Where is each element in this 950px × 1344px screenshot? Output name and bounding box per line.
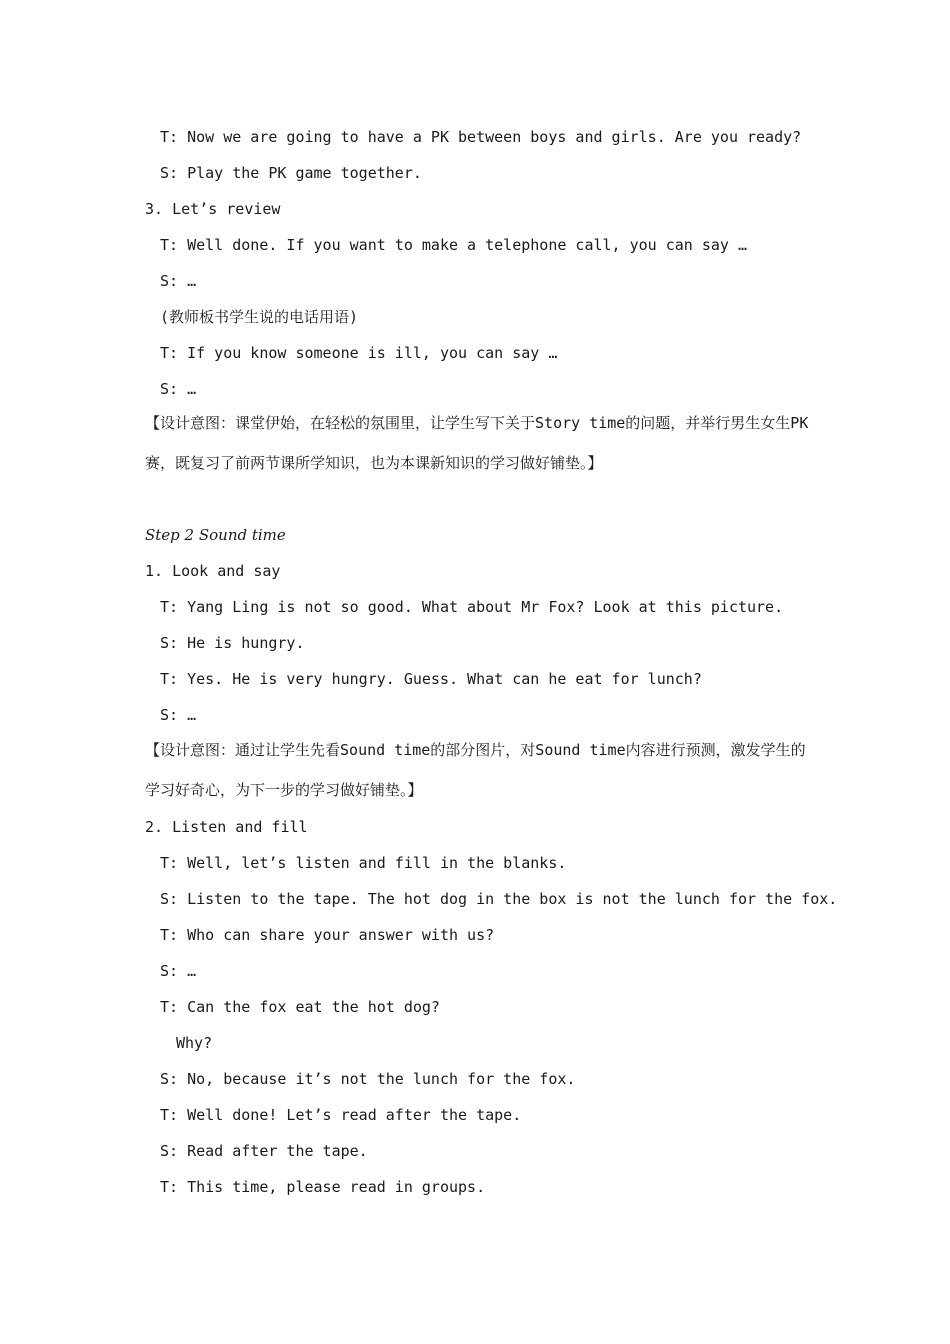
dialogue-line: T: Can the fox eat the hot dog?: [160, 998, 440, 1016]
design-intent-note: 【设计意图：课堂伊始，在轻松的氛围里，让学生写下关于Story time的问题，并举行男生女生PK赛，既复习了前两节课所学知识，也为本课新知识的学习做好铺垫。】: [145, 414, 809, 472]
dialogue-line: T: Well done. If you want to make a telephone call, you can say …: [160, 236, 747, 254]
dialogue-line: S: Play the PK game together.: [160, 164, 422, 182]
dialogue-line: Why?: [176, 1034, 213, 1052]
design-intent-note: 【设计意图：通过让学生先看Sound time的部分图片，对Sound time内容进行预测，激发学生的学习好奇心，为下一步的学习做好铺垫。】: [145, 741, 806, 799]
dialogue-line: S: …: [160, 272, 197, 290]
section-title: 3. Let’s review: [145, 200, 281, 218]
section-title: 1. Look and say: [145, 562, 281, 580]
dialogue-line: T: If you know someone is ill, you can say …: [160, 344, 558, 362]
dialogue-line: S: …: [160, 962, 197, 980]
dialogue-line: T: Who can share your answer with us?: [160, 926, 495, 944]
dialogue-line: T: Yes. He is very hungry. Guess. What can he eat for lunch?: [160, 670, 702, 688]
dialogue-line: T: Well done! Let’s read after the tape.: [160, 1106, 522, 1124]
dialogue-line: S: Listen to the tape. The hot dog in the box is not the lunch for the fox.: [160, 890, 838, 908]
dialogue-line: S: Read after the tape.: [160, 1142, 368, 1160]
dialogue-line: S: …: [160, 706, 197, 724]
step-heading: Step 2 Sound time: [145, 526, 286, 544]
dialogue-line: T: Yang Ling is not so good. What about Mr Fox? Look at this picture.: [160, 598, 784, 616]
dialogue-line: S: He is hungry.: [160, 634, 305, 652]
section-title: 2. Listen and fill: [145, 818, 308, 836]
dialogue-line: T: This time, please read in groups.: [160, 1178, 486, 1196]
dialogue-line: S: No, because it’s not the lunch for the fox.: [160, 1070, 576, 1088]
dialogue-line: T: Well, let’s listen and fill in the blanks.: [160, 854, 567, 872]
dialogue-line: T: Now we are going to have a PK between boys and girls. Are you ready?: [160, 128, 802, 146]
dialogue-line: (教师板书学生说的电话用语): [160, 308, 359, 326]
dialogue-line: S: …: [160, 380, 197, 398]
